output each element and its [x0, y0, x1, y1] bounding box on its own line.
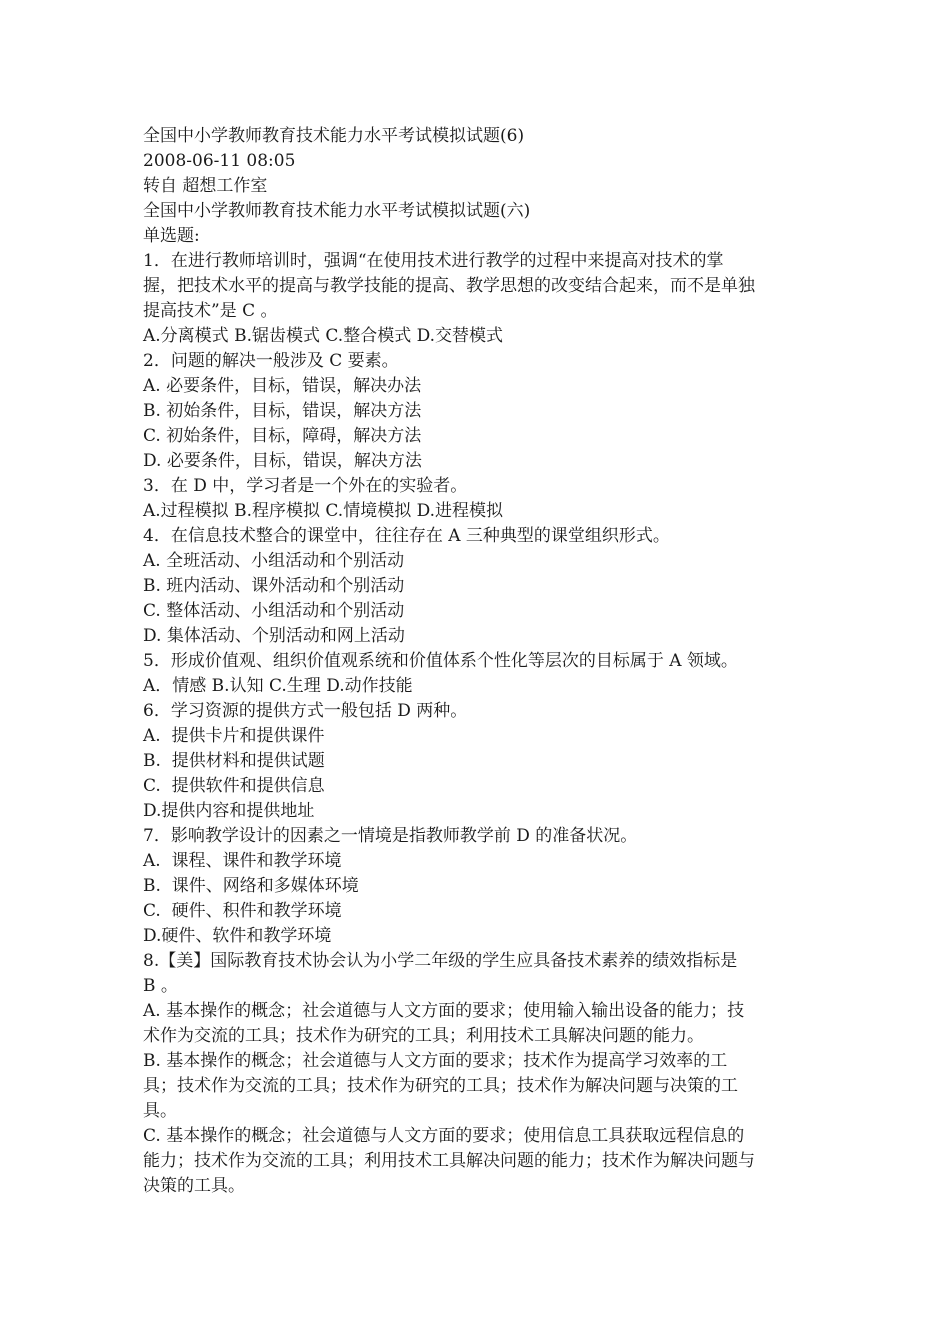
- question-8-option-c-line-3: 决策的工具。: [143, 1176, 245, 1196]
- question-5: 5．形成价值观、组织价值观系统和价值体系个性化等层次的目标属于 A 领域。: [143, 651, 738, 671]
- question-4: 4．在信息技术整合的课堂中，往往存在 A 三种典型的课堂组织形式。: [143, 526, 670, 546]
- question-4-option-d: D. 集体活动、个别活动和网上活动: [143, 626, 405, 646]
- question-5-options: A．情感 B.认知 C.生理 D.动作技能: [143, 676, 413, 696]
- question-7-option-b: B. 课件、网络和多媒体环境: [143, 876, 359, 896]
- question-8-option-c-line-2: 能力；技术作为交流的工具；利用技术工具解决问题的能力；技术作为解决问题与: [143, 1151, 755, 1171]
- question-7: 7．影响教学设计的因素之一情境是指教师教学前 D 的准备状况。: [143, 826, 638, 846]
- question-8-line-2: B 。: [143, 976, 178, 996]
- question-2-option-d: D. 必要条件，目标，错误，解决方法: [143, 451, 422, 471]
- question-4-option-c: C. 整体活动、小组活动和个别活动: [143, 601, 405, 621]
- question-4-option-a: A. 全班活动、小组活动和个别活动: [143, 551, 405, 571]
- question-6-option-a: A. 提供卡片和提供课件: [143, 726, 325, 746]
- question-8-option-b-line-3: 具。: [143, 1101, 177, 1121]
- question-3: 3．在 D 中，学习者是一个外在的实验者。: [143, 476, 468, 496]
- document-body: [143, 124, 823, 1199]
- question-1-options: A.分离模式 B.锯齿模式 C.整合模式 D.交替模式: [143, 326, 504, 346]
- question-6-option-c: C. 提供软件和提供信息: [143, 776, 325, 796]
- question-4-option-b: B. 班内活动、课外活动和个别活动: [143, 576, 405, 596]
- question-2-option-c: C. 初始条件，目标，障碍，解决方法: [143, 426, 422, 446]
- question-2: 2．问题的解决一般涉及 C 要素。: [143, 351, 399, 371]
- question-7-option-d: D.硬件、软件和教学环境: [143, 926, 332, 946]
- question-8-option-b-line-1: B. 基本操作的概念；社会道德与人文方面的要求；技术作为提高学习效率的工: [143, 1051, 728, 1071]
- document-subtitle: 全国中小学教师教育技术能力水平考试模拟试题(六): [143, 201, 531, 221]
- question-7-option-a: A. 课程、课件和教学环境: [143, 851, 342, 871]
- publish-date: 2008-06-11 08:05: [143, 151, 296, 171]
- question-8-line-1: 8.【美】国际教育技术协会认为小学二年级的学生应具备技术素养的绩效指标是: [143, 951, 738, 971]
- question-1-line-1: 1．在进行教师培训时，强调“在使用技术进行教学的过程中来提高对技术的掌: [143, 251, 724, 271]
- question-2-option-a: A. 必要条件，目标，错误，解决办法: [143, 376, 422, 396]
- question-3-options: A.过程模拟 B.程序模拟 C.情境模拟 D.进程模拟: [143, 501, 504, 521]
- question-6-option-d: D.提供内容和提供地址: [143, 801, 315, 821]
- question-8-option-a-line-2: 术作为交流的工具；技术作为研究的工具；利用技术工具解决问题的能力。: [143, 1026, 704, 1046]
- section-heading: 单选题:: [143, 226, 200, 246]
- question-8-option-b-line-2: 具；技术作为交流的工具；技术作为研究的工具；技术作为解决问题与决策的工: [143, 1076, 738, 1096]
- question-2-option-b: B. 初始条件，目标，错误，解决方法: [143, 401, 422, 421]
- question-6-option-b: B. 提供材料和提供试题: [143, 751, 325, 771]
- document-title: 全国中小学教师教育技术能力水平考试模拟试题(6): [143, 126, 525, 146]
- question-8-option-c-line-1: C. 基本操作的概念；社会道德与人文方面的要求；使用信息工具获取远程信息的: [143, 1126, 745, 1146]
- source-line: 转自 超想工作室: [143, 176, 268, 196]
- question-6: 6．学习资源的提供方式一般包括 D 两种。: [143, 701, 468, 721]
- question-8-option-a-line-1: A. 基本操作的概念；社会道德与人文方面的要求；使用输入输出设备的能力；技: [143, 1001, 745, 1021]
- question-7-option-c: C. 硬件、积件和教学环境: [143, 901, 342, 921]
- question-1-line-2: 握，把技术水平的提高与教学技能的提高、教学思想的改变结合起来，而不是单独: [143, 276, 755, 296]
- question-1-line-3: 提高技术”是 C 。: [143, 301, 278, 321]
